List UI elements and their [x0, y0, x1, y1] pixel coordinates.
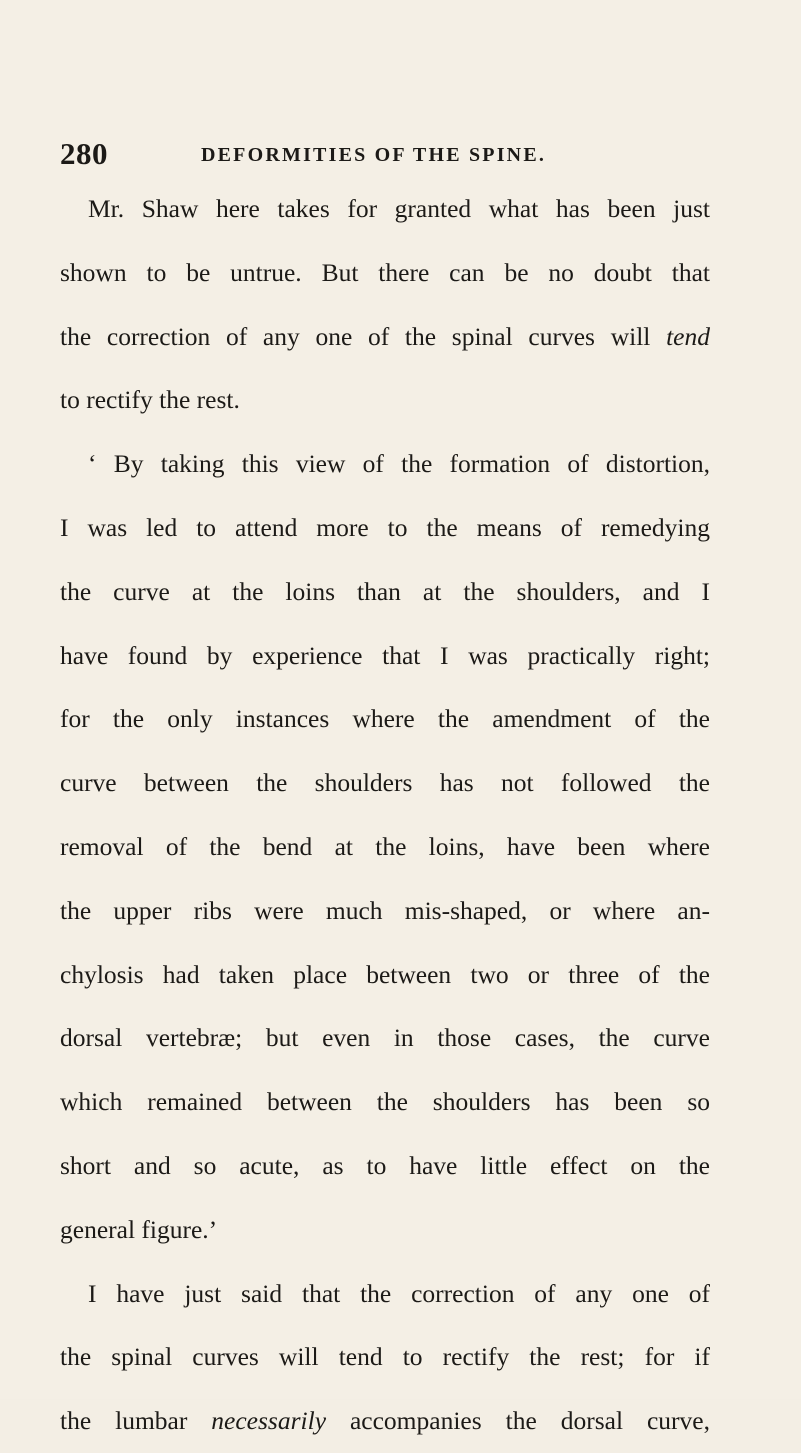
text-line: have found by experience that I was practically right; [60, 640, 710, 670]
body-text [60, 177, 710, 1453]
text-line: I was led to attend more to the means of remedying [60, 512, 710, 542]
text-line: for the only instances where the amendment of the [60, 704, 710, 734]
text-line: to rectify the rest. [60, 385, 240, 415]
text-line: chylosis had taken place between two or three of the [60, 959, 710, 989]
text-line: the lumbar necessarily accompanies the dorsal curve, [60, 1406, 710, 1436]
text-line: removal of the bend at the loins, have been where [60, 831, 710, 861]
text-line: the upper ribs were much mis-shaped, or where an- [60, 895, 710, 925]
text-line: the spinal curves will tend to rectify the rest; for if [60, 1342, 710, 1372]
page-header [60, 136, 720, 176]
text-line: ‘ By taking this view of the formation of distortion, [88, 449, 710, 479]
text-line: short and so acute, as to have little effect on the [60, 1150, 710, 1180]
text-line: general figure.’ [60, 1214, 218, 1244]
text-line: the curve at the loins than at the shoulders, and I [60, 576, 710, 606]
page-number: 280 [60, 136, 108, 171]
text-line: Mr. Shaw here takes for granted what has been just [88, 194, 710, 223]
text-line: shown to be untrue. But there can be no doubt that [60, 257, 710, 287]
text-line: I have just said that the correction of any one of [88, 1278, 710, 1308]
italic-word: tend [666, 321, 710, 351]
text-line: the correction of any one of the spinal curves will tend [60, 321, 710, 351]
text-line: which remained between the shoulders has been so [60, 1087, 710, 1117]
text-line: curve between the shoulders has not followed the [60, 768, 710, 798]
text-line: dorsal vertebræ; but even in those cases, the curve [60, 1023, 710, 1053]
running-title: DEFORMITIES OF THE SPINE. [201, 144, 547, 166]
italic-word: necessarily [211, 1406, 327, 1436]
